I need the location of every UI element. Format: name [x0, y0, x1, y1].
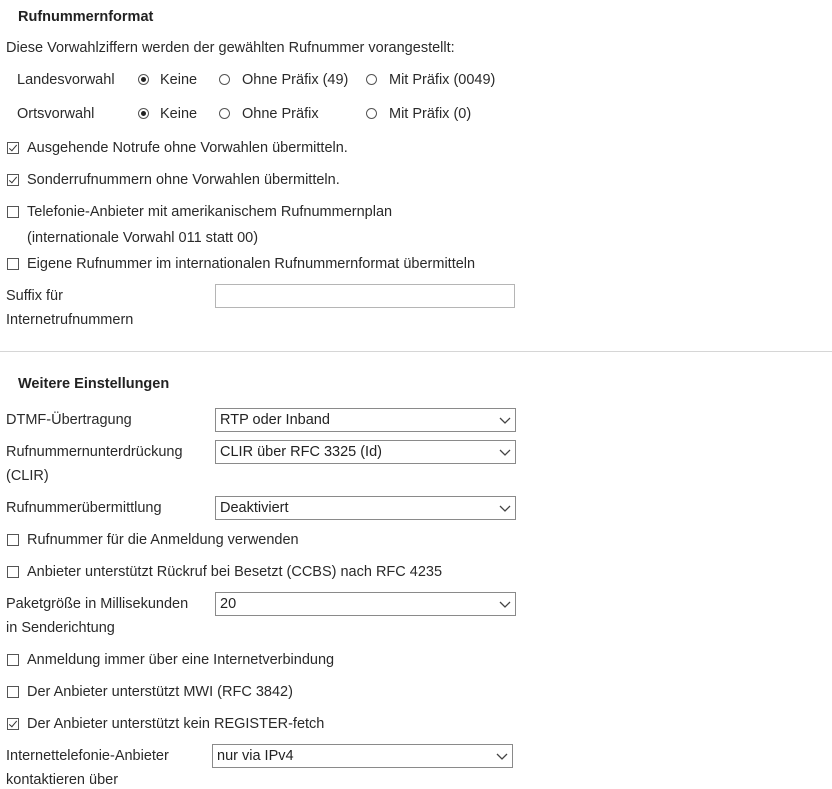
suffix-label: Suffix für [6, 288, 63, 304]
sonderrufnummern-label[interactable]: Sonderrufnummern ohne Vorwahlen übermitteln. [27, 172, 340, 188]
internetverbindung-label[interactable]: Anmeldung immer über eine Internetverbindung [27, 652, 335, 668]
chevron-down-icon [499, 446, 511, 458]
notrufe-label[interactable]: Ausgehende Notrufe ohne Vorwahlen übermitteln. [27, 140, 348, 156]
amerikanisch-label-line2: (internationale Vorwahl 011 statt 00) [27, 230, 259, 246]
landesvorwahl-option-ohne-praefix[interactable]: Ohne Präfix (49) [242, 72, 349, 88]
dtmf-select[interactable] [215, 408, 516, 432]
notrufe-checkbox[interactable] [7, 142, 19, 154]
ortsvorwahl-option-keine[interactable]: Keine [160, 106, 198, 122]
ccbs-checkbox[interactable] [7, 566, 19, 578]
ccbs-label[interactable]: Anbieter unterstützt Rückruf bei Besetzt (CCBS) nach RFC 4235 [27, 564, 443, 580]
rufnummeruebermittlung-label: Rufnummerübermittlung [6, 500, 162, 516]
ortsvorwahl-option-mit-praefix[interactable]: Mit Präfix (0) [389, 106, 472, 122]
register-fetch-label[interactable]: Der Anbieter unterstützt kein REGISTER-fetch [27, 716, 325, 732]
sonderrufnummern-checkbox[interactable] [7, 174, 19, 186]
landesvorwahl-radio-ohne-praefix[interactable] [219, 74, 230, 85]
kontaktieren-label: Internettelefonie-Anbieter [6, 748, 169, 764]
kontaktieren-select-value: nur via IPv4 [217, 748, 294, 764]
ortsvorwahl-radio-mit-praefix[interactable] [366, 108, 377, 119]
amerikanisch-label[interactable]: Telefonie-Anbieter mit amerikanischem Rufnummernplan [27, 204, 393, 220]
landesvorwahl-option-mit-praefix[interactable]: Mit Präfix (0049) [389, 72, 496, 88]
chevron-down-icon [496, 750, 508, 762]
amerikanisch-checkbox[interactable] [7, 206, 19, 218]
paketgroesse-label-line2: in Senderichtung [6, 620, 115, 636]
ortsvorwahl-option-ohne-praefix[interactable]: Ohne Präfix [242, 106, 319, 122]
clir-label: Rufnummernunterdrückung [6, 444, 183, 460]
clir-select[interactable] [215, 440, 516, 464]
chevron-down-icon [499, 502, 511, 514]
section-divider [0, 351, 832, 352]
mwi-label[interactable]: Der Anbieter unterstützt MWI (RFC 3842) [27, 684, 293, 700]
paketgroesse-select[interactable] [215, 592, 516, 616]
section-title-weitere-einstellungen: Weitere Einstellungen [18, 376, 170, 392]
anmeldung-checkbox[interactable] [7, 534, 19, 546]
international-format-label[interactable]: Eigene Rufnummer im internationalen Rufnummernformat übermitteln [27, 256, 476, 272]
suffix-label-line2: Internetrufnummern [6, 312, 134, 328]
paketgroesse-label: Paketgröße in Millisekunden [6, 596, 189, 612]
ortsvorwahl-radio-keine[interactable] [138, 108, 149, 119]
international-format-checkbox[interactable] [7, 258, 19, 270]
chevron-down-icon [499, 598, 511, 610]
intro-text: Diese Vorwahlziffern werden der gewählten Rufnummer vorangestellt: [6, 40, 455, 56]
rufnummeruebermittlung-select-value: Deaktiviert [220, 500, 289, 516]
section-title-rufnummernformat: Rufnummernformat [18, 9, 154, 25]
suffix-input[interactable] [215, 284, 515, 308]
kontaktieren-label-line2: kontaktieren über [6, 772, 119, 788]
anmeldung-label[interactable]: Rufnummer für die Anmeldung verwenden [27, 532, 299, 548]
rufnummeruebermittlung-select[interactable] [215, 496, 516, 520]
landesvorwahl-radio-mit-praefix[interactable] [366, 74, 377, 85]
ortsvorwahl-label: Ortsvorwahl [17, 106, 95, 122]
mwi-checkbox[interactable] [7, 686, 19, 698]
clir-label-line2: (CLIR) [6, 468, 49, 484]
dtmf-select-value: RTP oder Inband [220, 412, 330, 428]
clir-select-value: CLIR über RFC 3325 (Id) [220, 444, 382, 460]
paketgroesse-select-value: 20 [220, 596, 237, 612]
chevron-down-icon [499, 414, 511, 426]
ortsvorwahl-radio-ohne-praefix[interactable] [219, 108, 230, 119]
internetverbindung-checkbox[interactable] [7, 654, 19, 666]
kontaktieren-select[interactable] [212, 744, 513, 768]
register-fetch-checkbox[interactable] [7, 718, 19, 730]
landesvorwahl-option-keine[interactable]: Keine [160, 72, 198, 88]
dtmf-label: DTMF-Übertragung [6, 412, 132, 428]
landesvorwahl-label: Landesvorwahl [17, 72, 115, 88]
landesvorwahl-radio-keine[interactable] [138, 74, 149, 85]
